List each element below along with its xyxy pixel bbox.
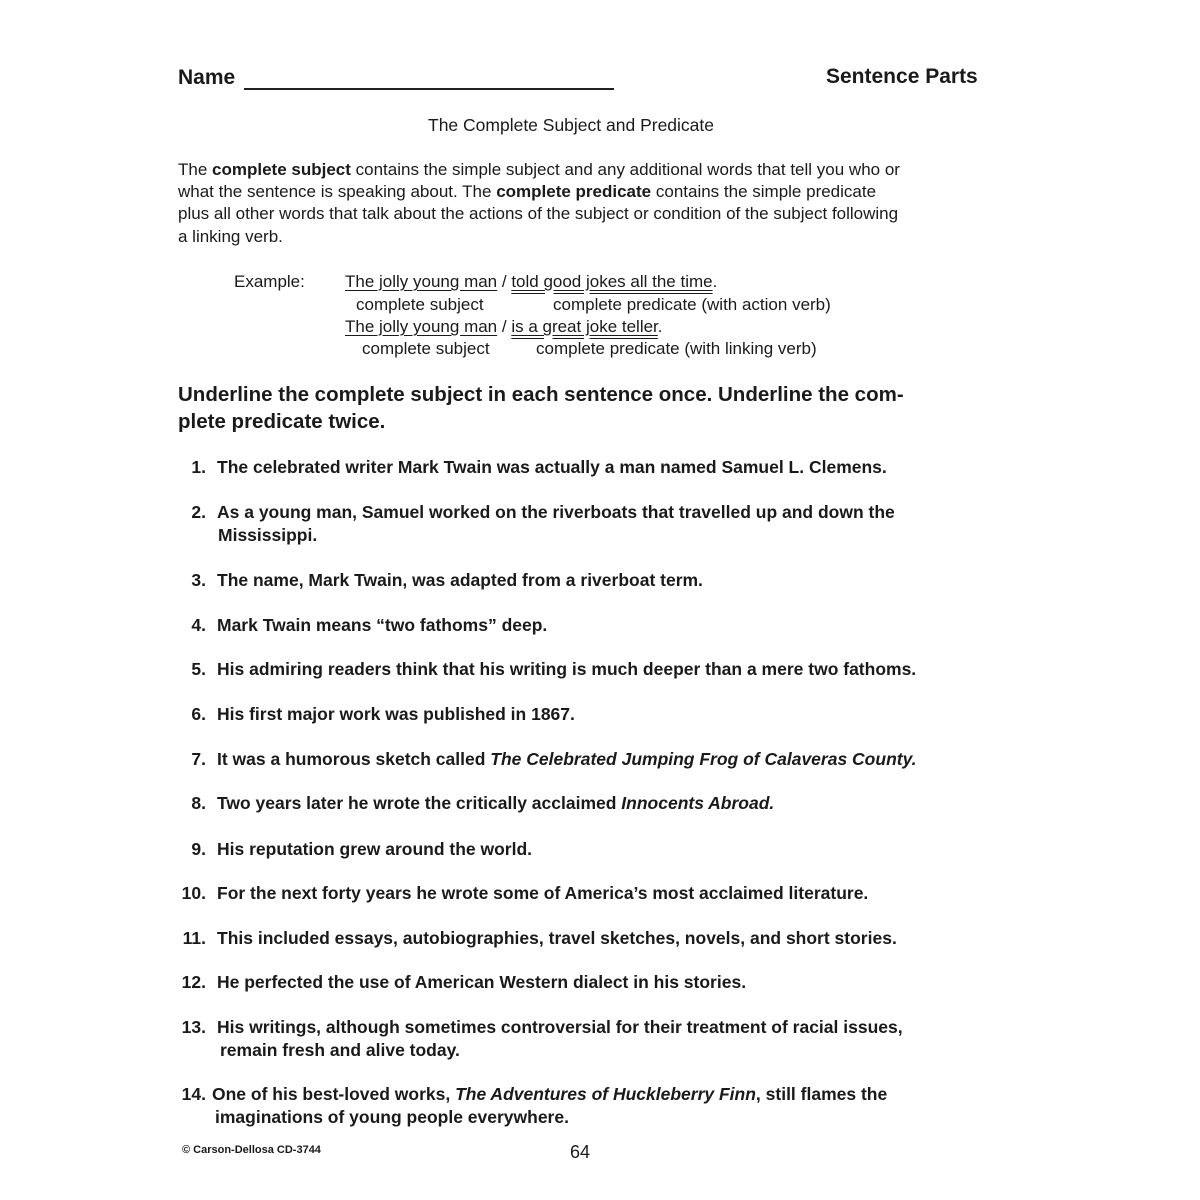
item-number: 10. [181,883,206,903]
sentence-text: His first major work was published in 1867. [217,704,575,724]
intro-text: The [178,160,213,179]
key-term: complete subject [212,160,351,179]
sentence-text: remain fresh and alive today. [220,1040,460,1060]
period: . [712,272,718,291]
intro-line [178,227,283,247]
exercise-sentence [217,793,774,814]
sentence-text: It was a humorous sketch called [217,749,491,769]
exercise-sentence [217,570,703,591]
exercise-sentence [217,615,547,636]
instructions-line-2: plete predicate twice. [178,410,386,433]
item-number: 12. [181,972,206,992]
item-number: 11. [182,928,206,948]
title-italic: Innocents Abroad. [621,793,775,813]
intro-text: contains the simple subject and any additional words that tell you who or [350,160,900,179]
sentence-text: His reputation grew around the world. [217,839,533,859]
sentence-text: imaginations of young people everywhere. [215,1107,569,1127]
example-sentence-1 [345,272,717,292]
example-label: Example: [234,272,305,291]
intro-line [178,182,876,202]
sentence-text: , still flames the [755,1084,888,1104]
sentence-text: As a young man, Samuel worked on the riverboats that travelled up and down the [217,502,895,522]
subject-caption: complete subject [356,295,484,314]
item-number: 3. [191,570,206,590]
intro-text: a linking verb. [178,227,283,246]
example-predicate: told good jokes all the time [511,272,713,291]
page-number: 64 [570,1142,591,1162]
item-number: 13. [181,1017,206,1037]
title-italic: The Celebrated Jumping Frog of Calaveras County. [490,749,917,769]
key-term: complete predicate [496,182,652,201]
sentence-text: Mississippi. [218,525,318,545]
exercise-sentence [217,749,917,770]
item-number: 7. [191,749,206,769]
item-number: 6. [191,704,206,724]
intro-text: what the sentence is speaking about. The [178,182,497,201]
sentence-text: His admiring readers think that his writing is much deeper than a mere two fathoms. [217,659,917,679]
instructions-line-1: Underline the complete subject in each sentence once. Underline the com- [178,383,904,406]
exercise-sentence [217,1017,903,1038]
subject-caption: complete subject [362,339,490,358]
item-number: 8. [191,793,206,813]
name-label: Name [178,66,236,89]
intro-line [178,160,900,180]
sentence-text: For the next forty years he wrote some of America’s most acclaimed literature. [217,883,869,903]
exercise-sentence [217,659,916,680]
exercise-sentence [217,839,532,860]
sentence-text: This included essays, autobiographies, travel sketches, novels, and short stories. [217,928,897,948]
intro-text: plus all other words that talk about the actions of the subject or condition of the subject following [178,204,899,223]
predicate-caption: complete predicate (with action verb) [553,295,831,314]
intro-line [178,204,898,224]
exercise-sentence [217,972,746,993]
exercise-sentence [212,1084,887,1105]
sentence-text: He perfected the use of American Western dialect in his stories. [217,972,747,992]
item-number: 9. [191,839,206,859]
item-number: 1. [191,457,206,477]
sentence-text: Mark Twain means “two fathoms” deep. [217,615,548,635]
exercise-sentence [217,928,897,949]
sentence-text: One of his best-loved works, [212,1084,456,1104]
example-subject: The jolly young man [345,317,498,336]
section-title: Sentence Parts [826,65,978,88]
example-predicate: is a great joke teller [511,317,658,336]
intro-text: contains the simple predicate [651,182,877,201]
name-blank-line [244,88,614,90]
sentence-text: The celebrated writer Mark Twain was actually a man named Samuel L. Clemens. [217,457,887,477]
page-title: The Complete Subject and Predicate [428,115,714,135]
divider: / [497,317,512,336]
exercise-sentence [217,704,575,725]
copyright: © Carson-Dellosa CD-3744 [182,1144,321,1156]
divider: / [497,272,512,291]
item-number: 4. [191,615,206,635]
title-italic: The Adventures of Huckleberry Finn [455,1084,756,1104]
sentence-text: Two years later he wrote the critically acclaimed [217,793,622,813]
exercise-sentence [218,525,317,546]
exercise-sentence [217,883,868,904]
example-sentence-2 [345,317,663,337]
exercise-sentence [217,502,895,523]
sentence-text: The name, Mark Twain, was adapted from a riverboat term. [217,570,703,590]
exercise-sentence [217,457,887,478]
item-number: 14. [181,1084,206,1104]
item-number: 5. [191,659,206,679]
example-subject: The jolly young man [345,272,498,291]
predicate-caption: complete predicate (with linking verb) [536,339,817,358]
period: . [657,317,663,336]
exercise-sentence [215,1107,569,1128]
exercise-sentence [220,1040,460,1061]
sentence-text: His writings, although sometimes controversial for their treatment of racial issues, [217,1017,903,1037]
item-number: 2. [191,502,206,522]
